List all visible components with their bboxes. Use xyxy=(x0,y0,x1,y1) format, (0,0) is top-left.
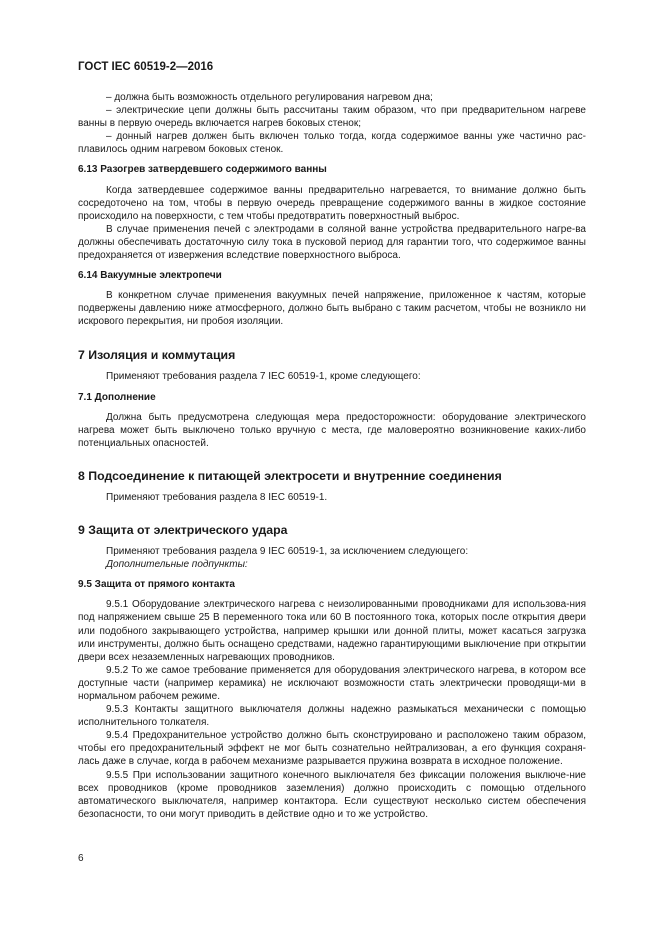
standard-header: ГОСТ IEC 60519-2—2016 xyxy=(78,61,214,73)
subsection-heading-7-1: 7.1 Дополнение xyxy=(78,391,156,403)
paragraph: Применяют требования раздела 8 IEC 60519-1. xyxy=(106,491,328,503)
paragraph: 9.5.2 То же самое требование применяется для оборудования электрического нагрева, в котором все доступные части (например керамика) не исключают возможности стать электрически проводящи-ми в нормальном рабочем режиме. xyxy=(78,664,586,702)
paragraph: В случае применения печей с электродами в соляной ванне устройства предварительного нагре-ва должны обеспечивать достаточную силу тока в пусковой период для гарантии того, что содержимое ванны предохраняется от извержения вследствие поверхностного выброса. xyxy=(78,223,586,262)
subsection-heading-6-13: 6.13 Разогрев затвердевшего содержимого ванны xyxy=(78,164,327,176)
paragraph: – электрические цепи должны быть рассчитаны таким образом, что при предварительном нагреве ванны в первую очередь включается нагрев боковых стенок; xyxy=(78,105,586,130)
section-heading-8: 8 Подсоединение к питающей электросети и внутренние соединения xyxy=(78,468,502,483)
paragraph: Когда затвердевшее содержимое ванны предварительно нагревается, то внимание должно быть сосредоточено на том, чтобы в первую очередь превращение содержимого ванны в жидкое состояние происходило на поверхности, с тем чтобы предотвратить поверхностный выброс. xyxy=(78,184,586,222)
section-heading-9: 9 Защита от электрического удара xyxy=(78,523,288,538)
paragraph: 9.5.4 Предохранительное устройство должно быть сконструировано и расположено таким образом, чтобы его предохранительный эффект не мог быть сознательно нейтрализован, а его функция сохраня-лась даже в случае, когда в рабочем механизме разрывается пружина возврата в исходное положение. xyxy=(78,730,586,768)
paragraph: Применяют требования раздела 7 IEC 60519-1, кроме следующего: xyxy=(106,370,421,382)
paragraph: 9.5.1 Оборудование электрического нагрева с неизолированными проводниками для использова-ния под напряжением свыше 25 В переменного тока или 60 В постоянного тока, которых после открытия двери или подобного закрывающего устройства, например крышки или донной плиты, может касаться загрузка или инструменты, должно быть оснащено средствами, надежно гарантирующими выключение при открытии двери всех незаземленных нагревающих проводников. xyxy=(78,599,586,663)
paragraph: – должна быть возможность отдельного регулирования нагревом дна; xyxy=(106,92,433,103)
paragraph: – донный нагрев должен быть включен только тогда, когда содержимое ванны уже частично рас-плавилось одним нагревом боковых стенок. xyxy=(78,131,586,156)
document-body xyxy=(78,91,586,821)
page-number: 6 xyxy=(78,853,84,864)
paragraph: Применяют требования раздела 9 IEC 60519-1, за исключением следующего: xyxy=(106,546,469,558)
subsection-heading-9-5: 9.5 Защита от прямого контакта xyxy=(78,579,235,591)
paragraph: 9.5.5 При использовании защитного конечного выключателя без фиксации положения выключе-ние всех проводников (кроме проводников заземления) должно происходить с помощью отдельного автоматического выключателя, например контактора. Если существуют несколько систем обеспечения безопасности, то они могут приводить в действие одно и то же устройство. xyxy=(78,769,586,820)
paragraph-italic: Дополнительные подпункты: xyxy=(106,559,248,571)
subsection-heading-6-14: 6.14 Вакуумные электропечи xyxy=(78,270,222,282)
paragraph: Должна быть предусмотрена следующая мера предосторожности: оборудование электрического нагрева может быть выключено только вручную с места, где маловероятно возникновение каких-либо потенциальных опасностей. xyxy=(78,411,586,449)
paragraph: В конкретном случае применения вакуумных печей напряжение, приложенное к частям, которые подвержены давлению ниже атмосферного, должно быть выбрано с таким расчетом, чтобы не возникло ни искрового перекрытия, ни пробоя изоляции. xyxy=(78,290,586,328)
paragraph: 9.5.3 Контакты защитного выключателя должны надежно размыкаться механически с помощью исполнительного толкателя. xyxy=(78,704,586,729)
section-heading-7: 7 Изоляция и коммутация xyxy=(78,347,236,362)
